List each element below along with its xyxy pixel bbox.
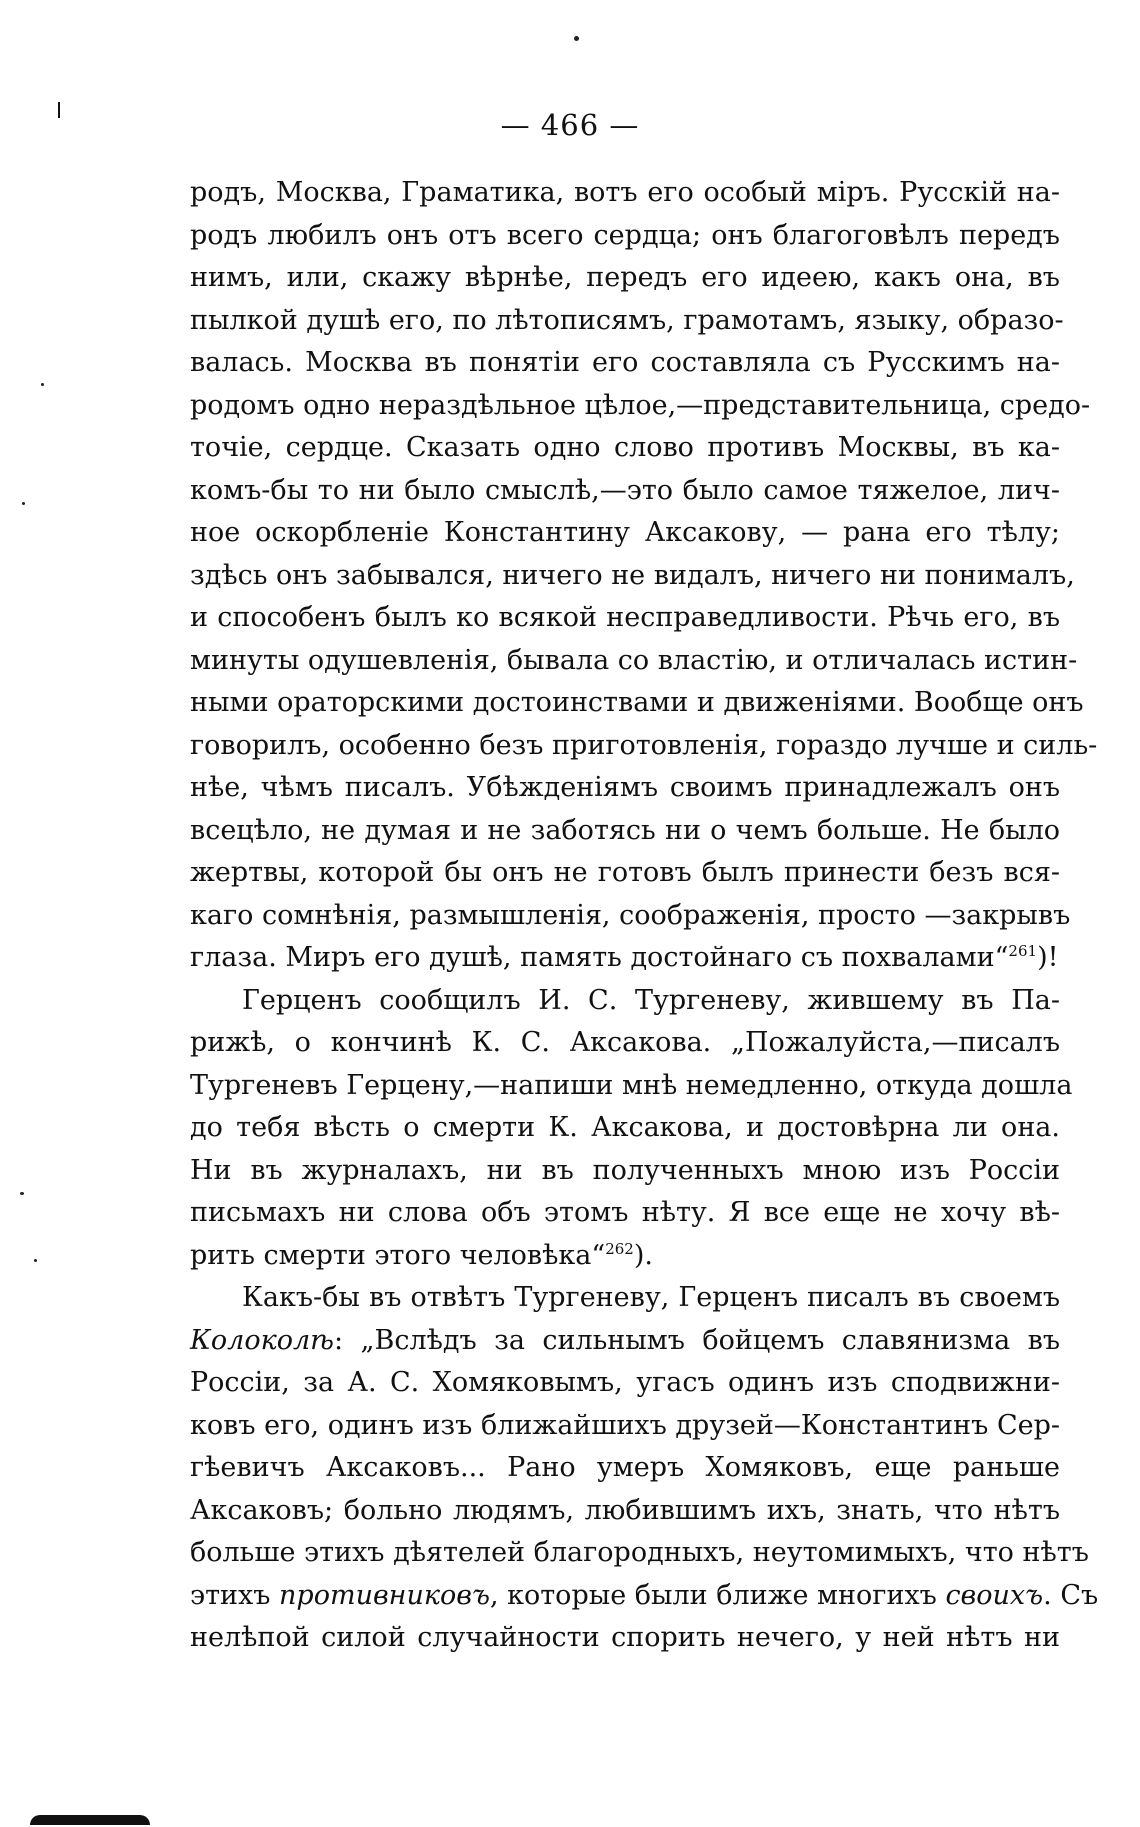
line-text: родъ любилъ онъ отъ всего сердца; онъ благоговѣлъ передъ bbox=[190, 219, 1060, 251]
text-line bbox=[190, 852, 1060, 895]
text-line bbox=[190, 1320, 1060, 1363]
text-line bbox=[190, 1405, 1060, 1448]
scan-mark bbox=[58, 102, 60, 118]
text-line bbox=[190, 980, 1060, 1023]
text-line bbox=[190, 342, 1060, 385]
line-text: Тургеневъ Герцену,—напиши мнѣ немедленно, откуда дошла bbox=[190, 1069, 1073, 1101]
text-line bbox=[190, 1065, 1073, 1108]
scan-speck bbox=[34, 1259, 37, 1262]
line-text: всецѣло, не думая и не заботясь ни о чемъ больше. Не было bbox=[190, 814, 1060, 846]
line-text: этихъ bbox=[190, 1579, 280, 1611]
page-number: — 466 — bbox=[500, 108, 640, 142]
line-text: родомъ одно нераздѣльное цѣлое,—представительница, средо- bbox=[190, 389, 1091, 421]
text-line bbox=[190, 1617, 1060, 1660]
line-text: письмахъ ни слова объ этомъ нѣту. Я все еще не хочу вѣ- bbox=[190, 1197, 1060, 1228]
text-line bbox=[190, 555, 1075, 598]
text-line bbox=[190, 215, 1060, 258]
text-line bbox=[190, 1447, 1060, 1490]
text-line bbox=[190, 1022, 1060, 1065]
footnote-ref: 261 bbox=[1008, 942, 1038, 960]
text-line bbox=[190, 640, 1078, 683]
line-text: Герценъ сообщилъ И. С. Тургеневу, жившему въ Па- bbox=[242, 984, 1060, 1016]
line-text: жертвы, которой бы онъ не готовъ былъ принести безъ вся- bbox=[190, 857, 1060, 888]
text-line bbox=[190, 810, 1060, 853]
text-line bbox=[190, 1532, 1089, 1575]
text-line bbox=[190, 300, 1064, 343]
line-text: нѣе, чѣмъ писалъ. Убѣжденіямъ своимъ принадлежалъ онъ bbox=[190, 772, 1060, 803]
line-text: и способенъ былъ ко всякой несправедливости. Рѣчь его, въ bbox=[190, 602, 1060, 633]
text-line bbox=[190, 172, 1060, 215]
italic-text: Колоколѣ bbox=[190, 1324, 334, 1356]
body-text bbox=[190, 172, 1099, 1660]
text-line bbox=[190, 470, 1060, 513]
text-line bbox=[190, 1277, 1060, 1320]
line-text: больше этихъ дѣятелей благородныхъ, неутомимыхъ, что нѣтъ bbox=[190, 1537, 1089, 1568]
line-text: говорилъ, особенно безъ приготовленія, гораздо лучше и силь- bbox=[190, 729, 1098, 761]
line-text: : „Вслѣдъ за сильнымъ бойцемъ славянизма въ bbox=[334, 1324, 1060, 1356]
line-text: каго сомнѣнія, размышленія, соображенія, просто —закрывъ bbox=[190, 899, 1071, 931]
line-text: глаза. Миръ его душѣ, память достойнаго съ похвалами“ bbox=[190, 942, 1009, 973]
text-line bbox=[190, 682, 1084, 725]
scan-smudge bbox=[30, 1815, 150, 1825]
text-line bbox=[190, 725, 1098, 768]
scan-speck bbox=[20, 1192, 24, 1195]
text-line bbox=[190, 597, 1060, 640]
line-text: )! bbox=[1037, 942, 1059, 973]
scan-speck bbox=[574, 36, 579, 41]
text-line bbox=[190, 427, 1060, 470]
line-text: ковъ его, одинъ изъ ближайшихъ друзей—Константинъ Сер- bbox=[190, 1409, 1060, 1441]
italic-text: противниковъ bbox=[279, 1579, 490, 1611]
scan-speck bbox=[22, 502, 25, 505]
text-line bbox=[190, 385, 1091, 428]
line-text: . Съ bbox=[1043, 1579, 1099, 1611]
line-text: рить смерти этого человѣка“ bbox=[190, 1239, 606, 1271]
line-text: нимъ, или, скажу вѣрнѣе, передъ его идеею, какъ она, въ bbox=[190, 262, 1060, 293]
line-text: ное оскорбленіе Константину Аксакову, — рана его тѣлу; bbox=[190, 517, 1060, 548]
line-text: рижѣ, о кончинѣ К. С. Аксакова. „Пожалуйста,—писалъ bbox=[190, 1027, 1060, 1058]
text-line bbox=[190, 1235, 1060, 1278]
text-line bbox=[190, 1575, 1099, 1618]
line-text: здѣсь онъ забывался, ничего не видалъ, ничего ни понималъ, bbox=[190, 559, 1075, 591]
text-line bbox=[190, 1107, 1060, 1150]
line-text: ). bbox=[633, 1239, 653, 1271]
text-line bbox=[190, 1490, 1060, 1533]
line-text: Россіи, за А. С. Хомяковымъ, угасъ одинъ изъ сподвижни- bbox=[190, 1367, 1060, 1398]
text-line bbox=[190, 937, 1060, 980]
line-text: , которые были ближе многихъ bbox=[489, 1579, 946, 1611]
line-text: Какъ-бы въ отвѣтъ Тургеневу, Герценъ писалъ въ своемъ bbox=[242, 1282, 1060, 1313]
line-text: до тебя вѣсть о смерти К. Аксакова, и достовѣрна ли она. bbox=[190, 1112, 1060, 1143]
line-text: родъ, Москва, Граматика, вотъ его особый міръ. Русскій на- bbox=[190, 177, 1060, 208]
text-line bbox=[190, 1192, 1060, 1235]
text-line bbox=[190, 767, 1060, 810]
footnote-ref: 262 bbox=[605, 1239, 634, 1258]
text-line bbox=[190, 1362, 1060, 1405]
italic-text: своихъ bbox=[945, 1579, 1044, 1611]
text-line bbox=[190, 895, 1071, 938]
line-text: минуты одушевленія, бывала со властію, и отличалась истин- bbox=[190, 644, 1078, 676]
line-text: пылкой душѣ его, по лѣтописямъ, грамотамъ, языку, образо- bbox=[190, 304, 1064, 336]
text-line bbox=[190, 257, 1060, 300]
line-text: Ни въ журналахъ, ни въ полученныхъ мною изъ Россіи bbox=[190, 1154, 1060, 1186]
text-line bbox=[190, 512, 1060, 555]
line-text: гѣевичъ Аксаковъ... Рано умеръ Хомяковъ, еще раньше bbox=[190, 1452, 1060, 1483]
text-line bbox=[190, 1150, 1060, 1193]
line-text: валась. Москва въ понятіи его составляла съ Русскимъ на- bbox=[190, 347, 1060, 378]
scan-speck bbox=[41, 383, 44, 386]
line-text: комъ-бы то ни было смыслѣ,—это было самое тяжелое, лич- bbox=[190, 474, 1060, 506]
line-text: точіе, сердце. Сказать одно слово противъ Москвы, въ ка- bbox=[190, 432, 1060, 463]
line-text: Аксаковъ; больно людямъ, любившимъ ихъ, знать, что нѣтъ bbox=[190, 1494, 1060, 1526]
line-text: ными ораторскими достоинствами и движеніями. Вообще онъ bbox=[190, 687, 1084, 718]
line-text: нелѣпой силой случайности спорить нечего, у ней нѣтъ ни bbox=[190, 1622, 1060, 1653]
